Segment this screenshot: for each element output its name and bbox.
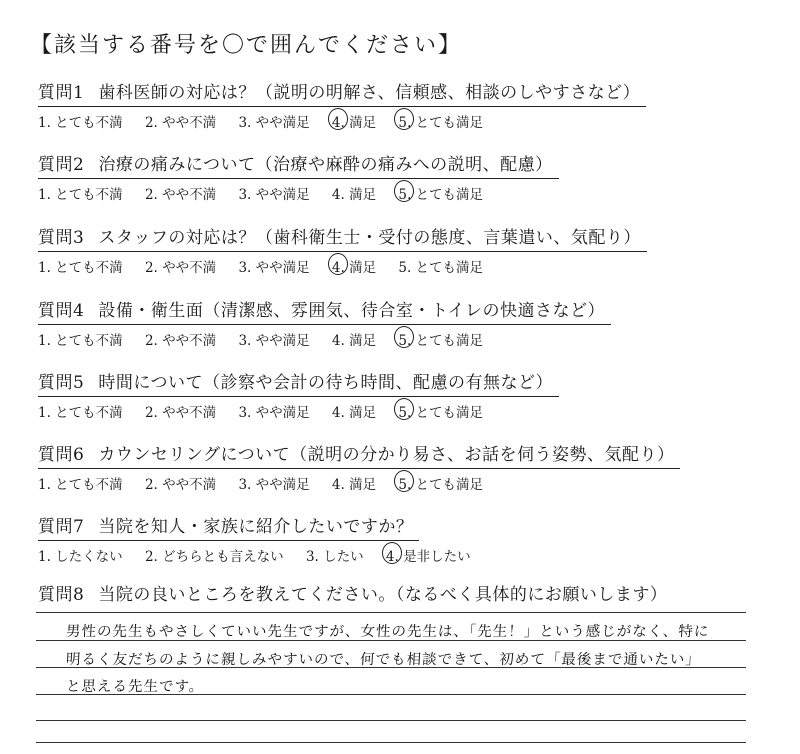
option-5[interactable]: 5. とても満足 [398, 260, 484, 276]
option-4[interactable]: 4. 満足 [331, 477, 377, 493]
option-1[interactable]: 1. とても不満 [38, 333, 123, 349]
question-text: 当院を知人・家族に紹介したいですか？ [98, 517, 414, 537]
option-1[interactable]: 1. とても不満 [38, 405, 123, 421]
question-7-heading [38, 512, 419, 541]
question-7 [38, 512, 738, 565]
question-8 [38, 580, 738, 608]
option-4-circled[interactable] [386, 545, 471, 565]
question-5-heading [38, 368, 559, 397]
question-number: 質問1 [38, 83, 85, 103]
question-text: 歯科医師の対応は？（説明の明解さ、信頼感、相談のしやすさなど） [98, 83, 641, 103]
option-2[interactable]: 2. やや不満 [144, 333, 217, 349]
page-title: 【該当する番号を〇で囲んでください】 [30, 33, 463, 58]
option-4-circled[interactable] [332, 111, 376, 131]
question-text: スタッフの対応は？（歯科衛生士・受付の態度、言葉遣い、気配り） [98, 228, 641, 248]
option-2[interactable]: 2. やや不満 [144, 477, 217, 493]
option-5-circled[interactable] [398, 401, 483, 421]
question-6 [38, 440, 738, 493]
answer-rule [36, 720, 746, 721]
question-number: 質問4 [38, 301, 85, 321]
option-1[interactable]: 1. とても不満 [38, 477, 123, 493]
question-number: 質問7 [38, 517, 85, 537]
question-4-heading [38, 296, 611, 325]
option-2[interactable]: 2. やや不満 [144, 115, 217, 131]
question-2 [38, 150, 738, 203]
question-number: 質問2 [38, 155, 85, 175]
option-2[interactable]: 2. どちらとも言えない [144, 549, 284, 565]
question-7-options [38, 545, 738, 565]
question-1-heading [38, 78, 646, 107]
option-label: 5. とても満足 [398, 477, 484, 493]
option-5-circled[interactable] [398, 183, 483, 203]
option-5-circled[interactable] [398, 111, 483, 131]
question-text: カウンセリングについて（説明の分かり易さ、お話を伺う姿勢、気配り） [98, 445, 675, 465]
option-label: 5. とても満足 [398, 405, 484, 421]
question-text: 設備・衛生面（清潔感、雰囲気、待合室・トイレの快適さなど） [98, 301, 605, 321]
option-3[interactable]: 3. やや満足 [238, 115, 310, 131]
option-1[interactable]: 1. とても不満 [38, 260, 123, 276]
option-4[interactable]: 4. 満足 [331, 405, 377, 421]
option-label: 4. 満足 [331, 115, 377, 131]
option-3[interactable]: 3. やや満足 [238, 477, 310, 493]
option-label: 5. とても満足 [398, 187, 484, 203]
option-4[interactable]: 4. 満足 [331, 333, 377, 349]
question-2-heading [38, 150, 559, 179]
handwritten-answer-line: 男性の先生もやさしくていい先生ですが、女性の先生は、「先生！」という感じがなく、特に [65, 624, 710, 640]
question-3-heading [38, 223, 647, 252]
option-3[interactable]: 3. したい [305, 549, 364, 565]
option-label: 4. 是非したい [385, 549, 471, 565]
question-6-heading [38, 440, 680, 469]
question-1-options [38, 111, 738, 131]
option-3[interactable]: 3. やや満足 [238, 187, 310, 203]
answer-rule [36, 612, 746, 613]
option-1[interactable]: 1. とても不満 [38, 187, 123, 203]
handwritten-answer-line: 明るく友だちのように親しみやすいので、何でも相談できて、初めて「最後まで通いたい」 [65, 652, 702, 668]
question-text: 当院の良いところを教えてください。（なるべく具体的にお願いします） [98, 585, 668, 605]
option-label: 5. とても満足 [398, 115, 484, 131]
question-1 [38, 78, 738, 131]
question-2-options [38, 183, 738, 203]
option-5-circled[interactable] [398, 473, 483, 493]
question-4 [38, 296, 738, 349]
question-5 [38, 368, 738, 421]
question-5-options [38, 401, 738, 421]
handwritten-answer-line: と思える先生です。 [65, 679, 205, 695]
question-number: 質問8 [38, 585, 85, 605]
option-label: 4. 満足 [331, 260, 377, 276]
option-5-circled[interactable] [398, 329, 483, 349]
option-2[interactable]: 2. やや不満 [144, 187, 217, 203]
question-number: 質問6 [38, 445, 85, 465]
option-3[interactable]: 3. やや満足 [238, 405, 310, 421]
question-6-options [38, 473, 738, 493]
question-text: 治療の痛みについて（治療や麻酔の痛みへの説明、配慮） [98, 155, 553, 175]
option-1[interactable]: 1. したくない [38, 549, 123, 565]
question-text: 時間について（診察や会計の待ち時間、配慮の有無など） [98, 373, 553, 393]
option-4-circled[interactable] [332, 256, 376, 276]
question-8-heading [38, 580, 673, 608]
answer-rule [36, 742, 746, 743]
option-2[interactable]: 2. やや不満 [144, 405, 217, 421]
question-3-options [38, 256, 738, 276]
option-3[interactable]: 3. やや満足 [238, 260, 310, 276]
option-1[interactable]: 1. とても不満 [38, 115, 123, 131]
question-3 [38, 223, 738, 276]
option-2[interactable]: 2. やや不満 [144, 260, 217, 276]
option-3[interactable]: 3. やや満足 [238, 333, 310, 349]
option-label: 5. とても満足 [398, 333, 484, 349]
question-number: 質問5 [38, 373, 85, 393]
question-4-options [38, 329, 738, 349]
option-4[interactable]: 4. 満足 [331, 187, 377, 203]
question-number: 質問3 [38, 228, 85, 248]
